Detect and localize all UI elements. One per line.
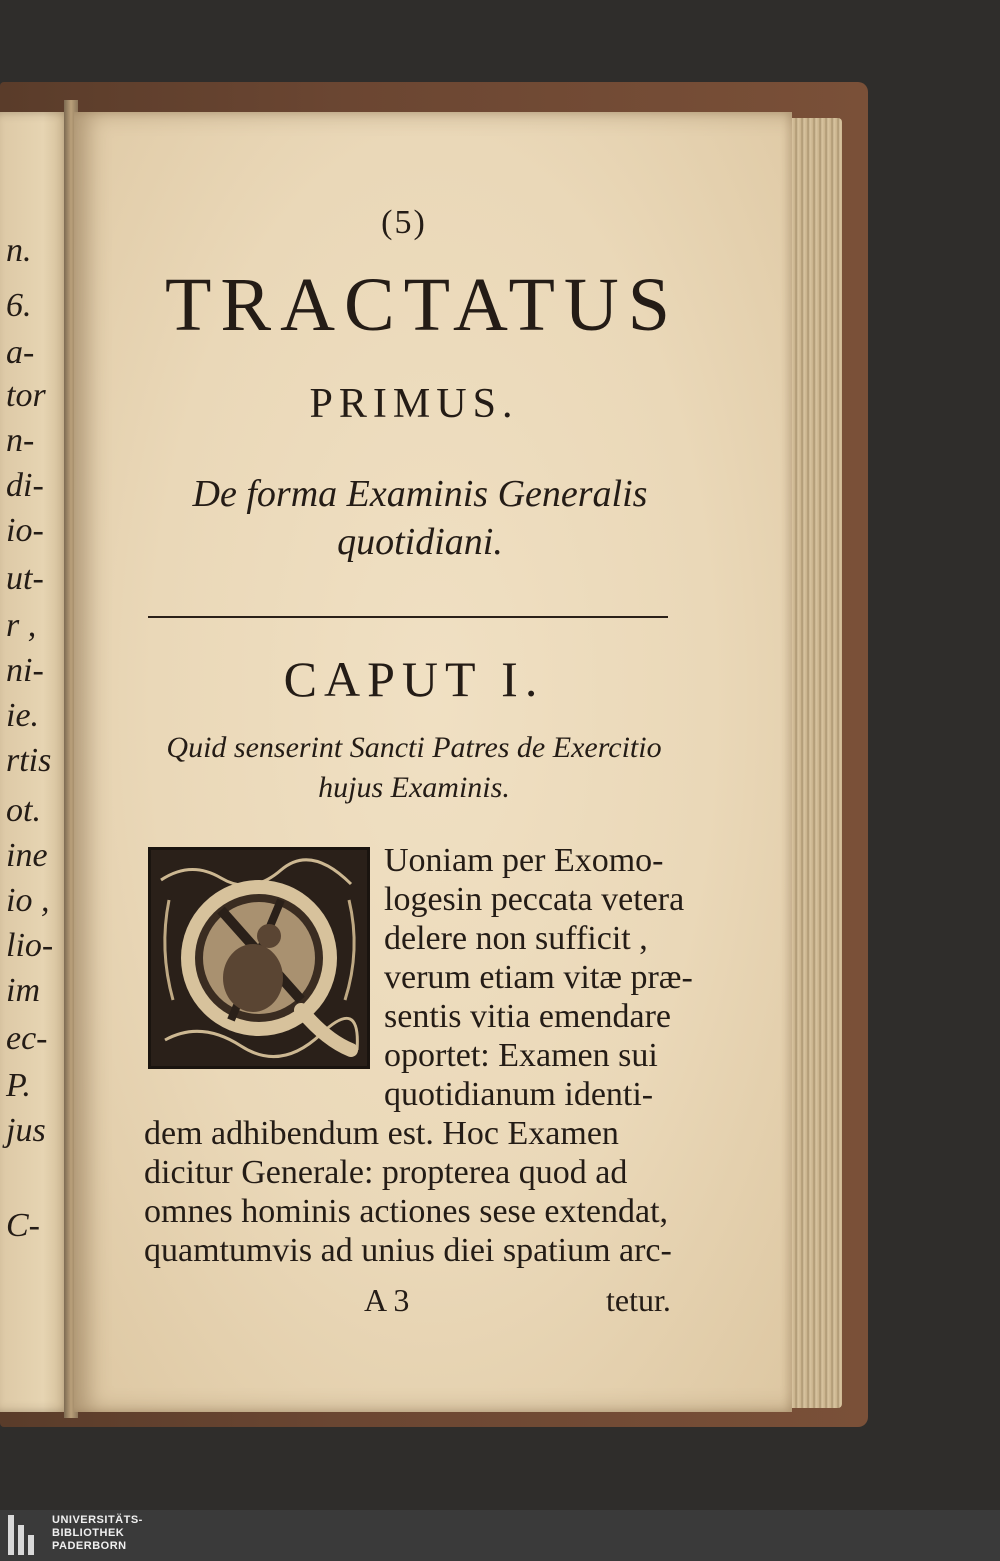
left-fragment: ie. bbox=[6, 697, 40, 734]
logo-line: UNIVERSITÄTS- bbox=[52, 1514, 143, 1526]
body-text-line: dicitur Generale: propterea quod ad bbox=[144, 1154, 628, 1191]
left-fragment: 6. bbox=[6, 287, 32, 324]
signature-mark: A 3 bbox=[364, 1282, 410, 1318]
page-number: (5) bbox=[381, 204, 427, 241]
left-fragment: a- bbox=[6, 334, 35, 371]
left-fragment: P. bbox=[6, 1067, 31, 1104]
topic-heading bbox=[140, 470, 700, 566]
left-fragment: jus bbox=[6, 1112, 46, 1149]
logo-line: BIBLIOTHEK bbox=[52, 1527, 125, 1539]
body-text-line: dem adhibendum est. Hoc Examen bbox=[144, 1115, 619, 1152]
body-text-line: omnes hominis actiones sese extendat, bbox=[144, 1193, 669, 1230]
body-text-line: logesin peccata vetera bbox=[384, 881, 685, 918]
topic-line: quotidiani. bbox=[337, 521, 503, 563]
decorated-initial-q-icon bbox=[148, 847, 370, 1069]
divider-rule bbox=[148, 616, 668, 618]
topic-line: De forma Examinis Generalis bbox=[192, 473, 648, 515]
left-fragment: ine bbox=[6, 837, 48, 874]
catchword: tetur. bbox=[606, 1282, 671, 1318]
body-text-line: oportet: Examen sui bbox=[384, 1037, 658, 1074]
left-fragment: ec- bbox=[6, 1020, 48, 1057]
footer-bar bbox=[0, 1510, 1000, 1561]
chapter-sub-line: hujus Examinis. bbox=[318, 771, 510, 804]
body-text-line: quotidianum identi- bbox=[384, 1076, 654, 1113]
body-text-line: delere non sufficit , bbox=[384, 920, 648, 957]
left-page bbox=[0, 112, 72, 1412]
chapter-sub-line: Quid senserint Sancti Patres de Exercitio bbox=[166, 731, 662, 764]
left-fragment: io- bbox=[6, 512, 44, 549]
page-title: TRACTATUS bbox=[164, 263, 680, 347]
library-logo-text bbox=[52, 1514, 143, 1553]
left-fragment: tor bbox=[6, 377, 46, 414]
logo-line: PADERBORN bbox=[52, 1540, 127, 1552]
left-fragment: lio- bbox=[6, 927, 54, 964]
body-text-line: verum etiam vitæ præ- bbox=[384, 959, 693, 996]
left-fragment: rtis bbox=[6, 742, 52, 779]
left-fragment: n. bbox=[6, 232, 32, 269]
page-subtitle: PRIMUS. bbox=[309, 381, 519, 427]
body-text-line: quamtumvis ad unius diei spatium arc- bbox=[144, 1232, 672, 1269]
library-logo-icon bbox=[8, 1515, 44, 1555]
left-fragment: r , bbox=[6, 607, 37, 644]
chapter-heading: CAPUT I. bbox=[283, 651, 545, 707]
left-fragment: di- bbox=[6, 467, 44, 504]
left-fragment: C- bbox=[6, 1207, 40, 1244]
body-text-line: sentis vitia emendare bbox=[384, 998, 672, 1035]
left-fragment: ot. bbox=[6, 792, 41, 829]
left-fragment: io , bbox=[6, 882, 50, 919]
left-fragment: im bbox=[6, 972, 40, 1009]
left-fragment: n- bbox=[6, 422, 35, 459]
right-page bbox=[74, 112, 792, 1412]
left-fragment: ni- bbox=[6, 652, 44, 689]
left-fragment: ut- bbox=[6, 560, 44, 597]
body-text-line: Uoniam per Exomo- bbox=[384, 842, 664, 879]
chapter-subheading bbox=[134, 728, 694, 808]
